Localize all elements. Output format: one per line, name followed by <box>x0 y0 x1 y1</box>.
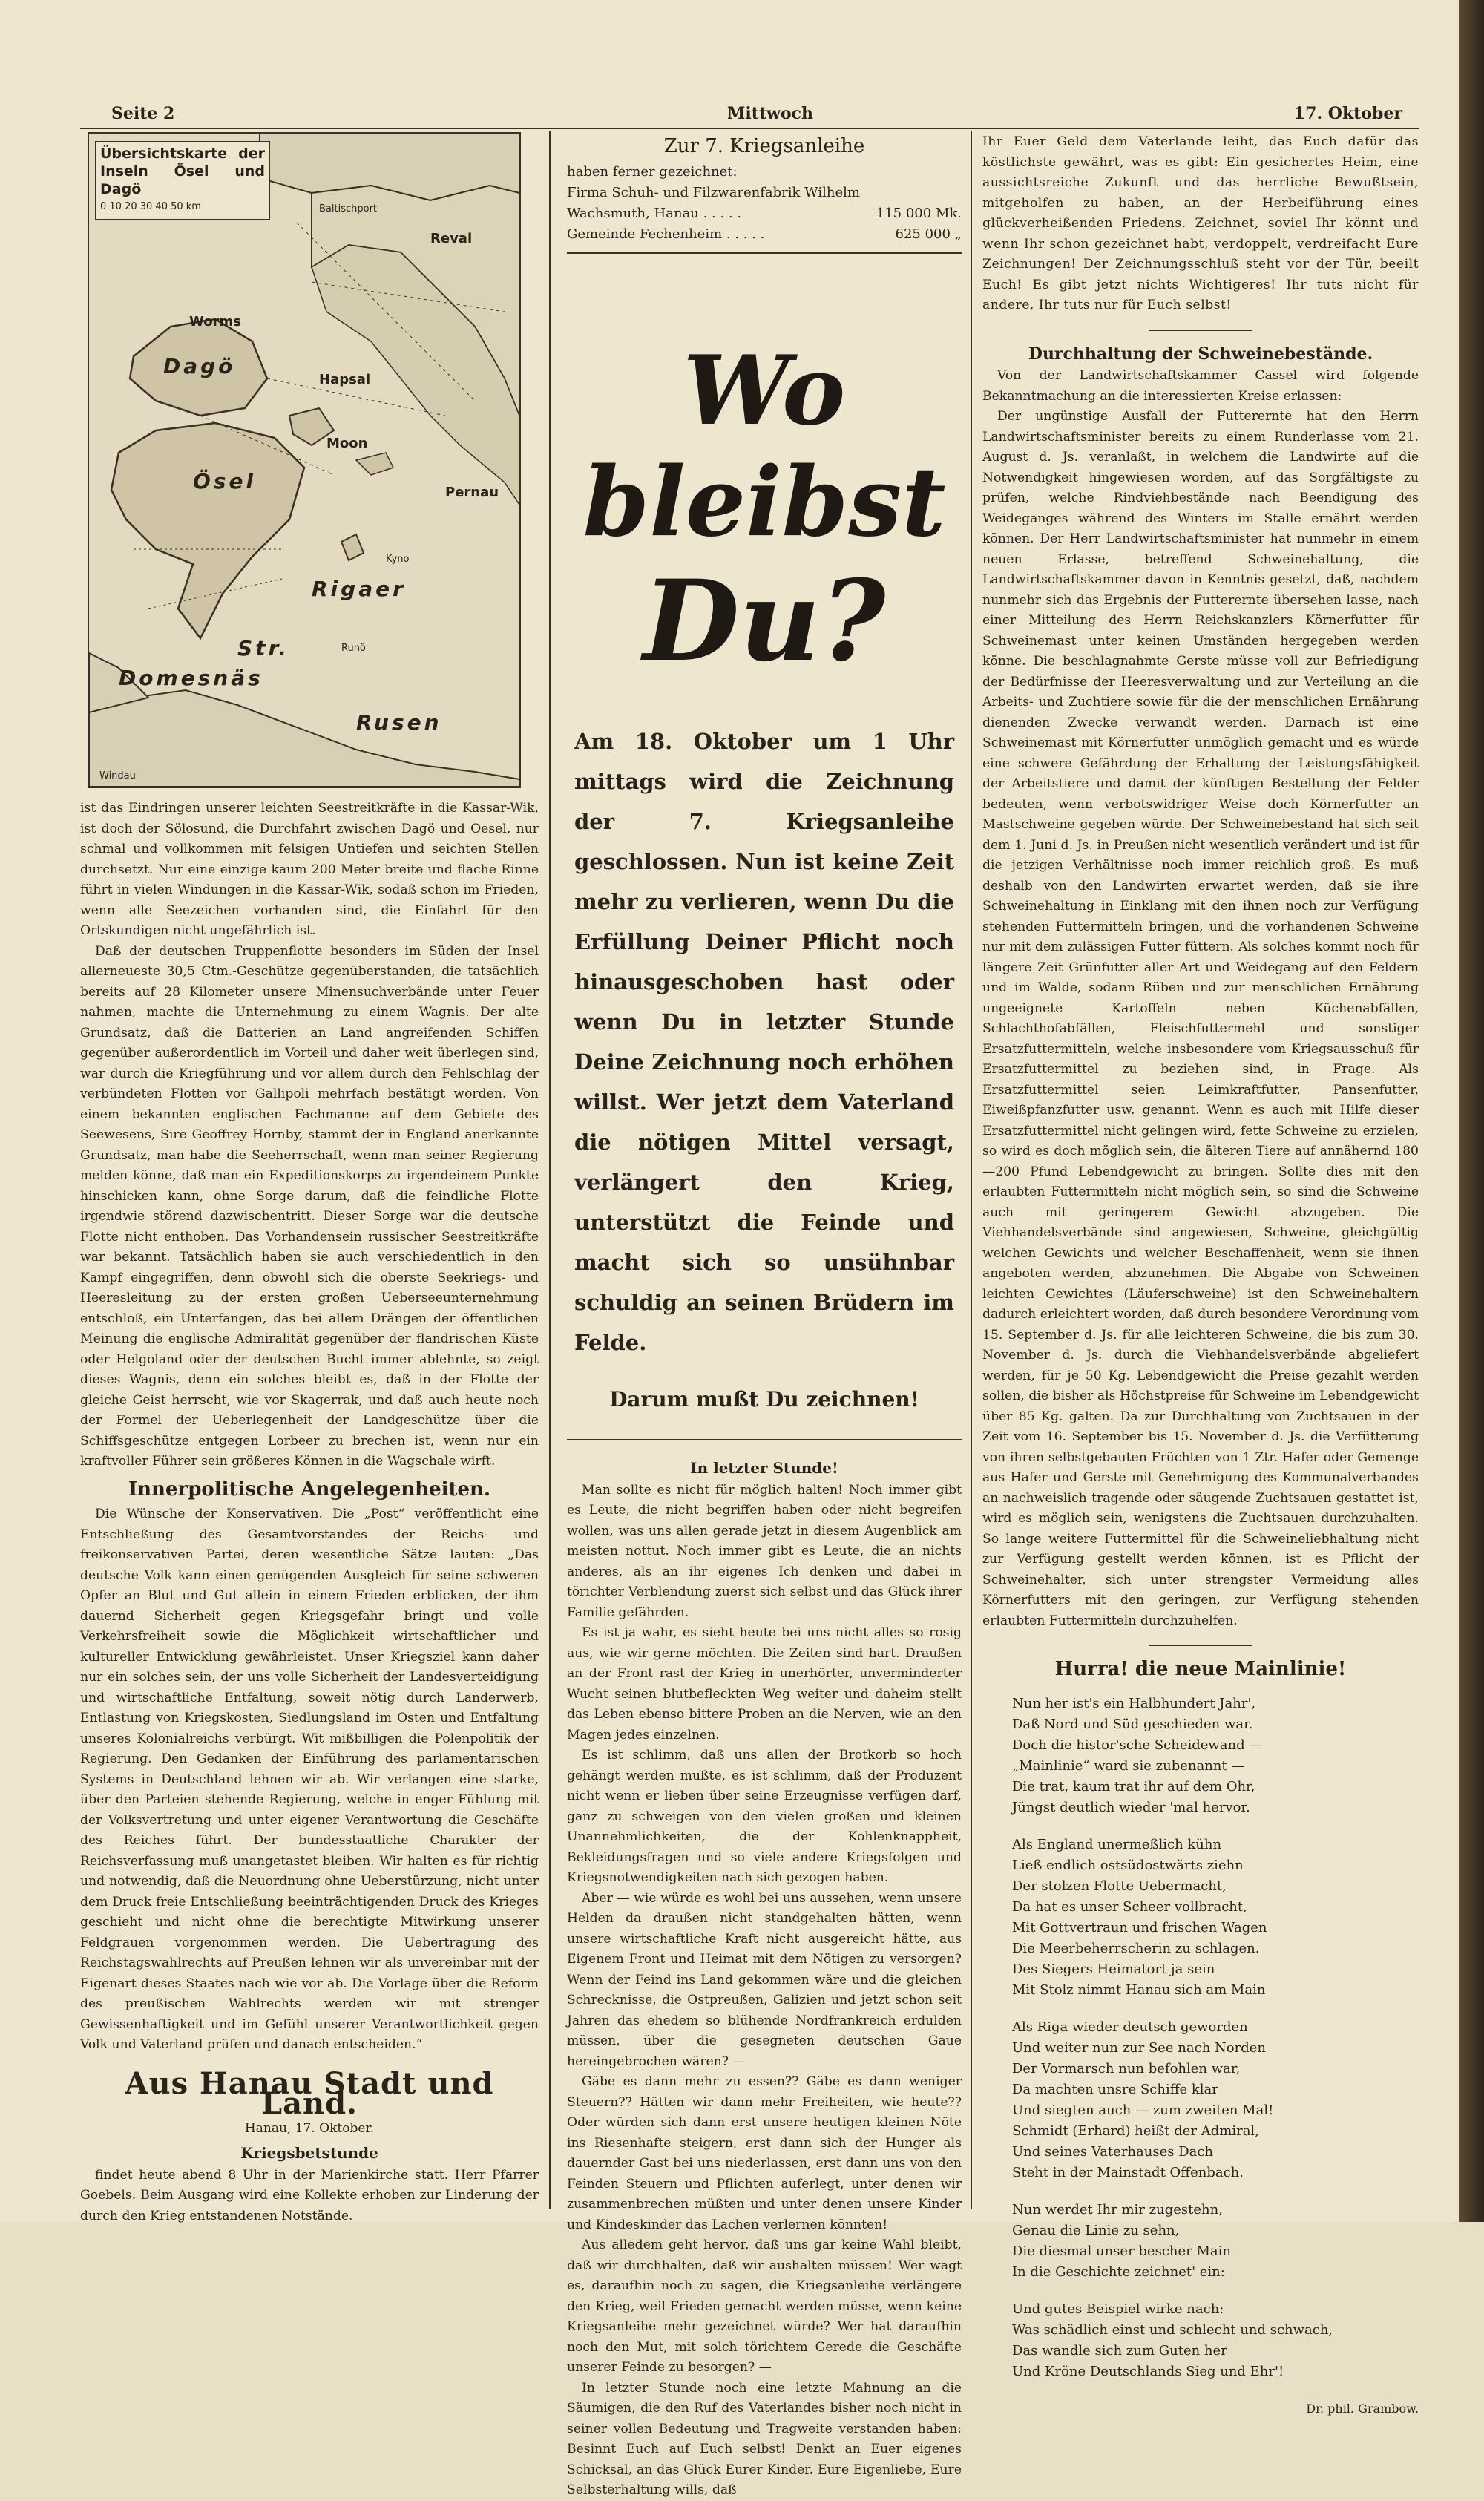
map-label-dagoe: Dagö <box>163 354 236 378</box>
col1-paragraph-1: ist das Eindringen unserer leichten Seestreitkräfte in die Kassar-Wik, ist doch der Sölosund, die Durchfahrt zwischen Dagö und Oesel, nur schmal und vollkommen mit felsigen Untiefen und seichten Stellen durchsetzt. Nur eine einzige kaum 200 Meter breite und flache Rinne führt in vielen Windungen in die Kassar-Wik, sodaß schon im Frieden, wenn alle Seezeichen vorhanden sind, die Einfahrt für den Ortskundigen nicht ungefährlich ist. <box>80 801 539 938</box>
page-number: Seite 2 <box>111 104 175 123</box>
weekday: Mittwoch <box>727 104 814 123</box>
article-paragraph: In letzter Stunde noch eine letzte Mahnung an die Säumigen, die den Ruf des Vaterlandes bisher noch nicht in seiner vollen Bedeutung und Tragweite verstanden haben: Besinnt Euch auf Euch selbst! Denkt an Euer eigenes Schicksal, an das Glück Eurer Kinder. Eure Eigenliebe, Eure Selbsterhaltung wills, daß <box>567 2380 962 2497</box>
local-subtitle: Kriegsbetstunde <box>240 2144 378 2162</box>
poem-stanza: Und gutes Beispiel wirke nach: Was schädlich einst und schlecht und schwach, Das wandle sich zum Guten her Und Kröne Deutschlands Sieg und Ehr'! <box>1012 2301 1333 2379</box>
column-right <box>982 132 1419 2416</box>
map-oesel-dagoe <box>88 132 521 788</box>
map-label-kyno: Kyno <box>386 554 410 565</box>
poem-title: Hurra! die neue Mainlinie! <box>1054 1658 1347 1680</box>
subscription-list <box>567 162 962 245</box>
separator <box>1149 330 1252 331</box>
map-label-runoe: Runö <box>341 643 366 654</box>
appeal-headline <box>567 335 962 684</box>
col1-paragraph-2: Daß der deutschen Truppenflotte besonders im Süden der Insel allerneueste 30,5 Ctm.-Geschütze gegenüberstanden, die tatsächlich bereits auf 28 Kilometer unsere Minensuchverbände unter Feuer nahmen, machte die Unternehmung zu einem Wagnis. Der alte Grundsatz, daß die Batterien an Land angreifenden Schiffen gegenüber außerordentlich im Vorteil und daher weit überlegen sind, war durch die Kriegführung und vor allem durch den Fehlschlag der verbündeten Flotten vor Gallipoli mehrfach bestätigt worden. Von einem bekannten englischen Fachmanne auf dem Gebiete des Seewesens, Sire Geoffrey Hornby, stammt der in England anerkannte Grundsatz, man habe die Seeherrschaft, wenn man seiner Regierung melden könne, daß man ein Expeditionskorps zu irgendeinem Punkte hinschicken kann, ohne Sorge darum, daß die feindliche Flotte irgendwie störend dazwischentritt. Dieser Sorge war die deutsche Flotte nicht enthoben. Das Vorhandensein russischer Seestreitkräfte war bekannt. Tatsächlich haben sie auch verschiedentlich in den Kampf eingegriffen, denn obwohl sich die oberste Seekriegs- und Heeresleitung zu der ersten großen Ueberseeunternehmung entschloß, ein Unterfangen, das bei allem Drängen der öffentlichen Meinung die englische Admiralität gegenüber der flandrischen Küste oder Helgoland oder der deutschen Bucht immer ablehnte, so zeigt dieses Wagnis, denn ein solches bleibt es, daß in der Flotte der gleiche Geist herrscht, wie vor Skagerrak, und daß auch heute noch der Formel der Ueberlegenheit der Landgeschütze über die Schiffsgeschütze entgegen Lorbeer zu brechen ist, wenn nur ein kraftvoller Führer sein größeres Können in die Wagschale wirft. <box>80 943 539 1469</box>
map-label-rusen: Rusen <box>356 710 442 735</box>
center-rule <box>567 252 962 254</box>
appeal-headline-line-2: bleibst <box>582 446 946 558</box>
appeal-rule <box>567 1439 962 1440</box>
map-label-windau: Windau <box>99 770 136 781</box>
appeal-headline-line-1: Wo <box>683 335 846 447</box>
poem <box>1012 1694 1419 2382</box>
subscription-amount: 115 000 Mk. <box>876 205 962 221</box>
local-paragraph: findet heute abend 8 Uhr in der Marienkirche statt. Herr Pfarrer Goebels. Beim Ausgang wird eine Kollekte erhoben zur Linderung der durch den Krieg entstandenen Notstände. <box>80 2167 539 2223</box>
appeal-headline-line-3: Du? <box>643 555 886 686</box>
map-label-rigaer: Rigaer <box>312 577 406 601</box>
poem-signature: Dr. phil. Grambow. <box>1306 2401 1419 2416</box>
subscriber-name: Firma Schuh- und Filzwarenfabrik Wilhelm <box>567 184 860 200</box>
subscription-row <box>567 203 962 224</box>
war-loan-title: Zur 7. Kriegsanleihe <box>663 135 865 157</box>
issue-date: 17. Oktober <box>1293 104 1402 123</box>
article-paragraph: Es ist schlimm, daß uns allen der Brotkorb so hoch gehängt werden mußte, es ist schlimm, daß der Produzent nicht wenn er lieben über seine Erzeugnisse verfügen darf, ganz zu schweigen von den vielen großen und kleinen Unannehmlichkeiten, die der Kohlenknappheit, Bekleidungsfragen und so viele andere Kriegsfolgen und Kriegsnotwendigkeiten nach sich gezogen haben. <box>567 1748 962 1885</box>
article-paragraph: Es ist ja wahr, es sieht heute bei uns nicht alles so rosig aus, wie wir gerne möchten. Die Zeiten sind hart. Draußen an der Front rast der Krieg in unerhörter, unverminderter Wucht seinen blutbefleckten Weg weiter und daheim stellt das Leben ebenso bittere Proben an die Nerven, wie an den Magen jedes einzelnen. <box>567 1625 962 1743</box>
swine-paragraph: Der ungünstige Ausfall der Futterernte hat den Herrn Landwirtschaftsminister bereits zu einem Runderlasse vom 21. August d. Js. veranlaßt, in welchem die Landwirte auf die Notwendigkeit hingewiesen worden, auf das Sorgfältigste zu prüfen, welche Rindviehbestände nach Beendigung des Weideganges während des Winters im Stalle ernährt werden können. Der Herr Landwirtschaftsminister hat nunmehr in einem neuen Erlasse, betreffend Schweinehaltung, die Landwirtschaftskammer davon in Kenntnis gesetzt, daß, nachdem nunmehr sich das Ergebnis der Futterernte übersehen lasse, nach einer Mitteilung des Herrn Reichskanzlers Körnerfutter für Schweinemast unter keinen Umständen hergegeben werden könne. Die beschlagnahmte Gerste müsse voll zur Befriedigung der Bedürfnisse der Heeresverwaltung und zur Verteilung an die Arbeits- und Zuchtiere sowie für die der menschlichen Ernährung dienenden Zwecke verwandt werden. Darnach ist eine Schweinemast mit Körnerfutter unmöglich gemacht und es würde eine schwere Gefährdung der Erhaltung der Leistungsfähigkeit der Arbeitstiere und damit der künftigen Bestellung der Felder bedeuten, wenn verbotswidriger Weise doch Körnerfutter an Mastschweine gegeben würde. Der Schweinebestand hat sich seit dem 1. Juni d. Js. in Preußen nicht wesentlich verändert und ist für die jetzigen Verhältnisse noch immer reichlich groß. Es muß deshalb von den Landwirten erwartet werden, daß sie ihre Schweinehaltung in Einklang mit den ihnen noch zur Verfügung stehenden Futtermitteln bringen, und die vorhandenen Schweine nur mit dem zulässigen Futter füttern. Als solches kommt noch für längere Zeit Grünfutter aller Art und Weidegang auf den Feldern und im Walde, sodann Rüben und zur menschlichen Ernährung ungeeignete Kartoffeln neben Küchenabfällen, Schlachthofabfällen, Fleischfuttermehl und sonstiger Ersatzfuttermitteln, welche insbesondere vom Kriegsausschuß für Ersatzfuttermittel zu beziehen sind, in Frage. Als Ersatzfuttermittel seien Leimkraftfutter, Pansenfutter, Eiweißpfanzfutter usw. genannt. Wenn es auch mit Hilfe dieser Ersatzfuttermittel nicht gelingen wird, fette Schweine zu erzielen, so wird es doch möglich sein, die älteren Tiere auf annähernd 180—200 Pfund Lebendgewicht zu bringen. Sollte dies mit den erlaubten Futtermitteln nicht möglich sein, so sind die Schweine auch mit geringerem Gewicht abzugeben. Die Viehhandelsverbände sind angewiesen, Schweine, gleichgültig welchen Gewichts und welcher Beschaffenheit, wenn sie ihnen angeboten werden, abzunehmen. Die Abgabe von Schweinen leichten Gewichtes (Läuferschweine) ist den Schweinehaltern dadurch erleichtert worden, daß durch besondere Verordnung vom 15. September d. Js. für alle leichteren Schweine, die bis zum 30. November d. Js. durch die Viehhandelsverbände abgeliefert werden, für je 50 Kg. Lebendgewicht die Preise gezahlt werden sollen, die bisher als Höchstpreise für Schweine im Lebendgewicht über 85 Kg. galten. Da zur Durchhaltung von Zuchtsauen in der Zeit vom 16. September bis 15. November d. Js. die Verfütterung von ihren selbstgebauten Früchten von 1 Ztr. Hafer oder Gemenge aus Hafer und Gerste mit Genehmigung des Kommunalverbandes an nachweislich tragende oder säugende Zuchtsauen gestattet ist, wird es möglich sein, wenigstens die Zuchtsauen durchzuhalten. So lange weitere Futtermittel für die Schweineliebhaltung nicht zur Verfügung gestellt werden können, ist es Pflicht der Schweinehalter, sich unter strengster Vermeidung alles Körnerfutters mit den geringen, zur Verfügung stehenden erlaubten Futtermitteln durchzuhelfen. <box>982 409 1419 1628</box>
map-label-pernau: Pernau <box>445 485 499 500</box>
article-title-last-hour: In letzter Stunde! <box>690 1459 838 1477</box>
local-news-title: Aus Hanau Stadt und Land. <box>125 2065 494 2121</box>
map-label-worms: Worms <box>189 314 241 330</box>
header-rule <box>80 128 1419 129</box>
column-rule-2 <box>971 131 972 2209</box>
map-label-hapsal: Hapsal <box>319 372 371 387</box>
article-paragraph: Man sollte es nicht für möglich halten! Noch immer gibt es Leute, die nicht begriffen haben oder nicht begreifen wollen, was uns allen gerade jetzt in diesem Augenblick am meisten nottut. Noch immer gibt es Leute, die an nichts anderes, als an ihr eigenes Ich denken und dabei in törichter Verblendung zuerst sich selbst und das Glück ihrer Familie gefährden. <box>567 1482 962 1620</box>
map-label-reval: Reval <box>430 231 473 246</box>
appeal-text: Am 18. Oktober um 1 Uhr mittags wird die Zeichnung der 7. Kriegsanleihe geschlossen. Nun ist keine Zeit mehr zu verlieren, wenn Du die Erfüllung Deiner Pflicht noch hinausgeschoben hast oder wenn Du in letzter Stunde Deine Zeichnung noch erhöhen willst. Wer jetzt dem Vaterland die nötigen Mittel versagt, verlängert den Krieg, unterstützt die Feinde und macht sich so unsühnbar schuldig an seinen Brüdern im Felde. <box>574 728 954 1355</box>
map-title-box <box>95 141 270 220</box>
article-paragraph: Gäbe es dann mehr zu essen?? Gäbe es dann weniger Steuern?? Hätten wir dann mehr Freiheiten, wie heute?? Oder würden sich dann erst unsere heutigen kleinen Nöte ins Riesenhafte steigern, erst dann sich der Hunger als dauernder Gast bei uns niederlassen, erst dann uns von den Feinden Steuern und Pflichten auferlegt, unter denen wir zusammenbrechen müßten und unter denen unsere Kinder und Kindeskinder das Lachen verlernen könnten! <box>567 2074 962 2232</box>
subscription-row <box>567 183 962 203</box>
subscription-intro: haben ferner gezeichnet: <box>567 163 738 180</box>
separator <box>1149 1645 1252 1646</box>
col3-intro: Ihr Euer Geld dem Vaterlande leiht, das Euch dafür das köstlichste gewährt, was es gibt: Ein gesichertes Heim, eine aussichtsreiche Zukunft und das herrliche Bewußtsein, mitgeholfen zu haben, an der Herbeiführung eines glückverheißenden Friedens. Zeichnet, soviel Ihr könnt und wenn Ihr schon gezeichnet habt, verdoppelt, verdreifacht Eure Zeichnungen! Der Zeichnungsschluß steht vor der Tür, beeilt Euch! Es gibt jetzt nichts Wichtigeres! Ihr tuts nicht für andere, Ihr tuts nur für Euch selbst! <box>982 134 1419 312</box>
poem-stanza: Als Riga wieder deutsch geworden Und weiter nun zur See nach Norden Der Vormarsch nun befohlen war, Da machten unsre Schiffe klar Und siegten auch — zum zweiten Mal! Schmidt (Erhard) heißt der Admiral, Und seines Vaterhauses Dach Steht in der Mainstadt Offenbach. <box>1012 2019 1274 2180</box>
subscriber-name: Wachsmuth, Hanau . . . . . <box>567 205 742 221</box>
swine-title: Durchhaltung der Schweinebestände. <box>1028 344 1373 364</box>
map-label-strait: Str. <box>237 636 290 661</box>
article-paragraph: Aber — wie würde es wohl bei uns aussehen, wenn unsere Helden da draußen nicht standgehalten hätten, wenn unsere wirtschaftliche Kraft nicht ausgereicht hätte, aus Eigenem Front und Heimat mit dem Nötigen zu versorgen? Wenn der Feind ins Land gekommen wäre und die gleichen Schrecknisse, die Ostpreußen, Galizien und jetzt schon seit Jahren das ehedem so blühende Nordfrankreich erdulden müssen, über die gesegneten deutschen Gaue hereingebrochen wären? — <box>567 1890 962 2069</box>
article-paragraph: Aus alledem geht hervor, daß uns gar keine Wahl bleibt, daß wir durchhalten, daß wir aushalten müssen! Wer wagt es, daraufhin noch zu sagen, die Kriegsanleihe verlängere den Krieg, weil Frieden gemacht werden müsse, wenn keine Kriegsanleihe mehr gezeichnet würde? Wer hat daraufhin noch den Mut, mit solch törichtem Gerede die Geschäfte unserer Feinde zu besorgen? — <box>567 2238 962 2375</box>
local-dateline: Hanau, 17. Oktober. <box>244 2120 375 2136</box>
col1-section-paragraph: Die Wünsche der Konservativen. Die „Post“ veröffentlicht eine Entschließung des Gesamtvorstandes der Reichs- und freikonservativen Partei, deren wesentliche Sätze lauten: „Das deutsche Volk kann einen genügenden Ausgleich für seine schweren Opfer an Blut und Gut allein in einem Frieden erblicken, der ihm dauernd Sicherheit gegen Kriegsgefahr bringt und volle Verkehrsfreiheit sowie die Möglichkeit wirtschaftlicher und kultureller Entwicklung gewährleistet. Unser Kriegsziel kann daher nur ein solches sein, der uns volle Sicherheit der Landesverteidigung und wirtschaftliche Entfaltung, soweit nötig durch Landerwerb, Entlastung von Kriegskosten, Siedlungsland im Osten und Entfaltung unseres Kolonialreichs verbürgt. Wit mißbilligen die Polenpolitik der Regierung. Den Gedanken der Einführung des parlamentarischen Systems in Deutschland lehnen wir ab. Wir verlangen eine starke, über den Parteien stehende Regierung, welche in enger Fühlung mit der Volksvertretung und unter eigener Verantwortung die Geschäfte des Reiches führt. Der bundesstaatliche Charakter der Reichsverfassung muß unangetastet bleiben. Wir halten es für richtig und notwendig, daß die Neuordnung ohne Ueberstürzung, nicht unter dem Druck freie Entschließung beeinträchtigenden Druck des Krieges geschieht und nicht ohne die berechtigte Mitwirkung unserer Feldgrauen vorgenommen werden. Die Uebertragung des Reichstagswahlrechts auf Preußen lehnen wir als unvereinbar mit der Eigenart dieses Staates nach wie vor ab. Die Vorlage über die Reform des preußischen Wahlrechts werden wir mit strenger Gewissenhaftigkeit und im Gefühl unserer Verantwortlichkeit gegen Volk und Vaterland prüfen und danach entscheiden.“ <box>80 1507 539 2052</box>
column-rule-1 <box>549 131 551 2209</box>
book-binding <box>1459 0 1484 2222</box>
swine-paragraph: Von der Landwirtschaftskammer Cassel wird folgende Bekanntmachung an die interessierten Kreise erlassen: <box>982 368 1419 404</box>
page-header <box>111 104 1402 129</box>
subscription-amount: 625 000 „ <box>895 226 962 242</box>
poem-stanza: Als England unermeßlich kühn Ließ endlich ostsüdostwärts ziehn Der stolzen Flotte Uebermacht, Da hat es unser Scheer vollbracht, Mit Gottvertraun und frischen Wagen Die Meerbeherrscherin zu schlagen. Des Siegers Heimatort ja sein Mit Stolz nimmt Hanau sich am Main <box>1012 1836 1267 1998</box>
map-label-baltischport: Baltischport <box>319 203 378 214</box>
poem-stanza: Nun her ist's ein Halbhundert Jahr', Daß Nord und Süd geschieden war. Doch die histor'sche Scheidewand — „Mainlinie“ ward sie zubenannt — Die trat, kaum trat ihr auf dem Ohr, Jüngst deutlich wieder 'mal hervor. <box>1012 1695 1263 1815</box>
map-label-domesnaes: Domesnäs <box>119 666 263 690</box>
column-center <box>567 132 962 2497</box>
section-title-innerpolitics: Innerpolitische Angelegenheiten. <box>128 1478 490 1501</box>
poem-stanza: Nun werdet Ihr mir zugestehn, Genau die Linie zu sehn, Die diesmal unser bescher Main In die Geschichte zeichnet' ein: <box>1012 2201 1231 2280</box>
map-label-moon: Moon <box>326 436 368 451</box>
map-label-oesel: Ösel <box>193 469 257 494</box>
map-scale: 0 10 20 30 40 50 km <box>100 201 201 212</box>
appeal-call-to-action: Darum mußt Du zeichnen! <box>609 1386 919 1412</box>
column-left <box>80 132 539 2223</box>
subscription-row <box>567 224 962 245</box>
map-title: Übersichtskarte der Inseln Ösel und Dagö <box>100 145 265 197</box>
subscriber-name: Gemeinde Fechenheim . . . . . <box>567 226 765 242</box>
